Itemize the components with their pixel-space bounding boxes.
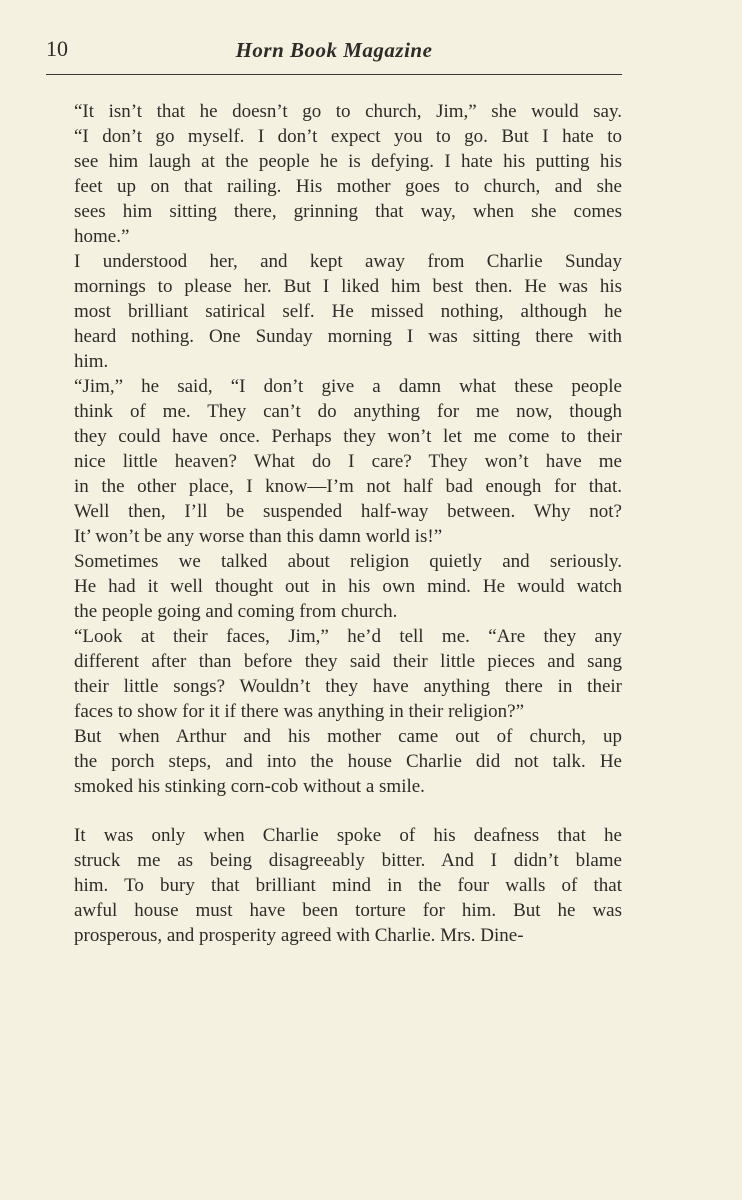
text-line: It was only when Charlie spoke of his deafness that he: [74, 825, 622, 846]
running-head: Horn Book Magazine: [235, 38, 433, 62]
text-line: Well then, I’ll be suspended half-way between. Why not?: [74, 501, 622, 522]
paragraph: [46, 374, 622, 549]
paragraph: [46, 624, 622, 724]
text-line: “Look at their faces, Jim,” he’d tell me. “Are they any: [74, 626, 622, 647]
section-break: [46, 799, 622, 823]
text-line: think of me. They can’t do anything for me now, though: [74, 401, 622, 422]
text-line: faces to show for it if there was anything in their religion?”: [74, 701, 525, 722]
text-line: awful house must have been torture for him. But he was: [74, 900, 622, 921]
text-line: mornings to please her. But I liked him best then. He was his: [74, 276, 622, 297]
text-line: different after than before they said their little pieces and sang: [74, 651, 622, 672]
text-line: prosperous, and prosperity agreed with Charlie. Mrs. Dine-: [74, 925, 524, 946]
text-line: I understood her, and kept away from Charlie Sunday: [74, 251, 622, 272]
text-line: Sometimes we talked about religion quietly and seriously.: [74, 551, 622, 572]
text-line: home.”: [74, 226, 130, 247]
text-line: “Jim,” he said, “I don’t give a damn what these people: [74, 376, 622, 397]
text-line: their little songs? Wouldn’t they have anything there in their: [74, 676, 622, 697]
body-text: [46, 99, 622, 948]
header-rule: [46, 74, 622, 75]
text-line: sees him sitting there, grinning that way, when she comes: [74, 201, 622, 222]
paragraph: [46, 99, 622, 249]
text-line: the porch steps, and into the house Charlie did not talk. He: [74, 751, 622, 772]
text-line: He had it well thought out in his own mind. He would watch: [74, 576, 622, 597]
text-line: most brilliant satirical self. He missed nothing, although he: [74, 301, 622, 322]
text-line: heard nothing. One Sunday morning I was sitting there with: [74, 326, 622, 347]
text-line: see him laugh at the people he is defying. I hate his putting his: [74, 151, 622, 172]
text-line: him.: [74, 351, 109, 372]
text-line: nice little heaven? What do I care? They won’t have me: [74, 451, 622, 472]
text-line: the people going and coming from church.: [74, 601, 398, 622]
paragraph: [46, 549, 622, 624]
text-line: him. To bury that brilliant mind in the four walls of that: [74, 875, 622, 896]
text-line: It’ won’t be any worse than this damn world is!”: [74, 526, 443, 547]
text-line: feet up on that railing. His mother goes to church, and she: [74, 176, 622, 197]
text-line: But when Arthur and his mother came out of church, up: [74, 726, 622, 747]
paragraph: [46, 724, 622, 799]
text-line: in the other place, I know—I’m not half bad enough for that.: [74, 476, 622, 497]
text-line: “It isn’t that he doesn’t go to church, Jim,” she would say.: [74, 101, 622, 122]
paragraph: [46, 249, 622, 374]
text-line: struck me as being disagreeably bitter. And I didn’t blame: [74, 850, 622, 871]
text-line: smoked his stinking corn-cob without a smile.: [74, 776, 425, 797]
text-line: they could have once. Perhaps they won’t let me come to their: [74, 426, 622, 447]
paragraph: [46, 823, 622, 948]
page-number: 10: [46, 36, 68, 61]
page-header: [46, 34, 622, 78]
text-line: “I don’t go myself. I don’t expect you to go. But I hate to: [74, 126, 622, 147]
